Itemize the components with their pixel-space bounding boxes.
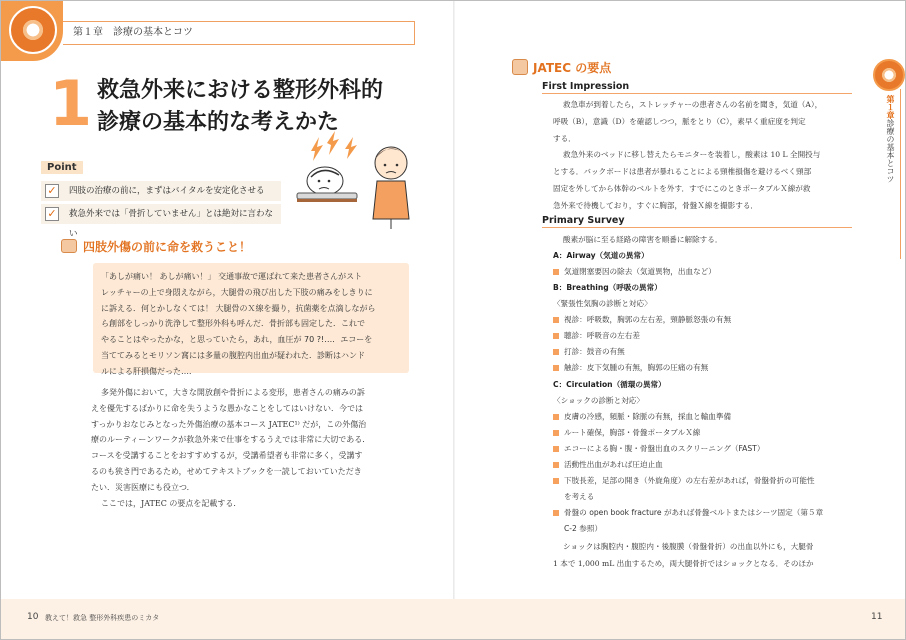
quote-line: 当ててみるとモリソン窩には多量の腹腔内出血が疑われた．診断はハンド bbox=[101, 350, 365, 360]
text-line: 救急車が到着したら，ストレッチャーの患者さんの名前を聞き，気道（A）， bbox=[563, 100, 823, 109]
bullet-icon bbox=[553, 365, 559, 371]
circulation-item: 骨盤の open book fracture があれば骨盤ベルトまたはシーツ固定（第５章 bbox=[553, 505, 823, 521]
running-header: 第１章 診療の基本とコツ bbox=[63, 21, 415, 45]
point-item-text: 救急外来では「骨折していません」とは絶対に言わない bbox=[69, 209, 274, 239]
section-icon bbox=[512, 59, 528, 75]
circulation-item-cont: C-2 参照） bbox=[564, 524, 603, 533]
bullet-icon bbox=[553, 317, 559, 323]
quote-line: やることはやったかな，と思っていたら，あれ，血圧が 70 ?!…．エコーを bbox=[101, 335, 373, 345]
page-number-right: 11 bbox=[871, 612, 883, 622]
body-line: すっかりおなじみとなった外傷治療の基本コース JATEC¹⁾ だが，この外傷治 bbox=[91, 419, 367, 429]
bullet-icon bbox=[553, 446, 559, 452]
side-tab-chapter: 第１章 bbox=[886, 95, 895, 119]
page-number-left: 10 bbox=[27, 612, 39, 622]
chapter-title-line1: 救急外来における整形外科的 bbox=[97, 78, 384, 103]
bullet-icon bbox=[553, 333, 559, 339]
body-line: ここでは，JATEC の要点を記載する． bbox=[101, 498, 242, 508]
body-line: るのも狭き門であるため，せめてテキストブックを一読しておいていただき bbox=[91, 466, 362, 476]
text-line: 救急外来のベッドに移し替えたらモニターを装着し，酸素は 10 L 全開投与 bbox=[563, 150, 821, 160]
circulation-item: 下肢長差，足部の開き（外旋角度）の左右差があれば，骨盤骨折の可能性 bbox=[553, 473, 815, 489]
quote-line: レッチャーの上で身悶えながら，大腿骨の飛び出した下肢の痛みをしきりに bbox=[101, 287, 373, 297]
bullet-icon bbox=[553, 349, 559, 355]
quote-line: に訴える．何とかしなくては！ 大腿骨のＸ線を撮り，抗菌薬を点滴しながら bbox=[101, 303, 376, 313]
circulation-item: エコーによる胸・腹・骨盤出血のスクリーニング（FAST） bbox=[553, 441, 764, 457]
point-item-text: 四肢の治療の前に，まずはバイタルを安定化させる bbox=[69, 186, 265, 196]
circulation-label: C：Circulation（循環の異常） bbox=[553, 380, 666, 389]
body-line: コースを受講することをおすすめするが，受講希望者も非常に多く，受講す bbox=[91, 451, 363, 461]
chapter-title-line2: 診療の基本的な考えかた bbox=[97, 110, 340, 135]
body-text bbox=[91, 385, 409, 511]
text-line: する． bbox=[553, 133, 576, 143]
point-label: Point bbox=[41, 161, 83, 174]
chapter-number: 1 bbox=[49, 67, 93, 140]
airway-label: A：Airway（気道の異常） bbox=[553, 251, 649, 260]
breathing-item: 打診：鼓音の有無 bbox=[553, 344, 625, 360]
body-line: えを優先するばかりに命を失うような愚かなことをしてはいけない．今では bbox=[91, 403, 363, 413]
side-tab bbox=[881, 95, 895, 183]
first-impression-text bbox=[553, 97, 853, 215]
illustration-doctor-patient bbox=[293, 129, 423, 229]
circulation-item: ルート確保，胸部・骨盤ポータブルＸ線 bbox=[553, 425, 700, 441]
breathing-item: 触診：皮下気腫の有無，胸郭の圧痛の有無 bbox=[553, 360, 708, 376]
section-icon bbox=[61, 239, 77, 253]
airway-item: 気道閉塞要因の除去（気道異物，出血など） bbox=[553, 264, 716, 280]
closing-line: ショックは胸腔内・腹腔内・後腹膜（骨盤骨折）の出血以外にも，大腿骨 bbox=[563, 542, 814, 551]
breathing-label: B：Breathing（呼吸の異常） bbox=[553, 283, 662, 292]
section-title: JATEC の要点 bbox=[533, 61, 612, 75]
circulation-item: 皮膚の冷感，頻脈・除脈の有無，採血と輸血準備 bbox=[553, 409, 731, 425]
quote-line: 「あしが痛い！ あしが痛い！」 交通事故で運ばれて来た患者さんがスト bbox=[101, 272, 363, 281]
subheading-first-impression: First Impression bbox=[542, 81, 852, 94]
primary-survey-intro: 酸素が脳に至る経路の障害を順番に解除する． bbox=[563, 235, 723, 244]
chapter-emblem-icon bbox=[873, 59, 905, 91]
quote-line: ルによる肝損傷だった…． bbox=[101, 366, 197, 376]
breathing-item: 視診：呼吸数，胸郭の左右差，頸静脈怒張の有無 bbox=[553, 312, 731, 328]
text-line: 固定を外してから体幹のベルトを外す．すでにこのときポータブルＸ線が救 bbox=[553, 183, 811, 193]
breathing-note: 〈緊張性気胸の診断と対応〉 bbox=[553, 299, 652, 308]
text-line: 呼吸（B），意識（D）を確認しつつ，脈をとり（C），素早く重症度を判定 bbox=[553, 116, 806, 126]
lightning-icon bbox=[311, 131, 357, 161]
book-gutter bbox=[453, 1, 455, 640]
bullet-icon bbox=[553, 269, 559, 275]
side-tab-line bbox=[900, 89, 901, 259]
patient-figure bbox=[297, 167, 357, 202]
text-line: とする．バックボードは患者が暴れることによる頸椎損傷を避けるべく頸部 bbox=[553, 167, 812, 177]
section-title: 四肢外傷の前に命を救うこと！ bbox=[83, 240, 252, 254]
point-item bbox=[41, 204, 281, 239]
breathing-item: 聴診：呼吸音の左右差 bbox=[553, 328, 640, 344]
closing-line: 1 本で 1,000 mL 出血するため，両大腿骨折ではショックとなる．そのほか bbox=[553, 559, 814, 568]
text-line: 急外来で待機しており，すぐに胸部，骨盤Ｘ線を撮影する． bbox=[553, 200, 759, 210]
book-title-footer: 教えて！救急 整形外科疾患のミカタ bbox=[45, 614, 160, 622]
bullet-icon bbox=[553, 430, 559, 436]
side-tab-text: 診療の基本とコツ bbox=[886, 119, 895, 183]
circulation-note: 〈ショックの診断と対応〉 bbox=[553, 396, 644, 405]
quote-line: ら創部をしっかり洗浄して整形外科も呼んだ．骨折部も固定した．これで bbox=[101, 319, 365, 329]
body-line: 多発外傷において，大きな開放創や骨折による変形，患者さんの痛みの訴 bbox=[101, 388, 365, 397]
circulation-item-cont: を考える bbox=[564, 492, 595, 501]
case-quote-box bbox=[93, 263, 409, 376]
chapter-emblem-icon bbox=[9, 6, 57, 54]
circulation-item: 活動性出血があれば圧迫止血 bbox=[553, 457, 663, 473]
body-line: たい．災害医療にも役立つ． bbox=[91, 482, 195, 492]
checkbox-icon: ✓ bbox=[45, 184, 59, 198]
body-line: 療のルーティーンワークが救急外来で仕事をするうえでは非常に大切である． bbox=[91, 435, 371, 445]
checkbox-icon: ✓ bbox=[45, 207, 59, 221]
bullet-icon bbox=[553, 510, 559, 516]
bullet-icon bbox=[553, 478, 559, 484]
bullet-icon bbox=[553, 462, 559, 468]
point-item bbox=[41, 181, 281, 201]
doctor-figure bbox=[373, 147, 409, 229]
bullet-icon bbox=[553, 414, 559, 420]
subheading-primary-survey: Primary Survey bbox=[542, 215, 852, 228]
